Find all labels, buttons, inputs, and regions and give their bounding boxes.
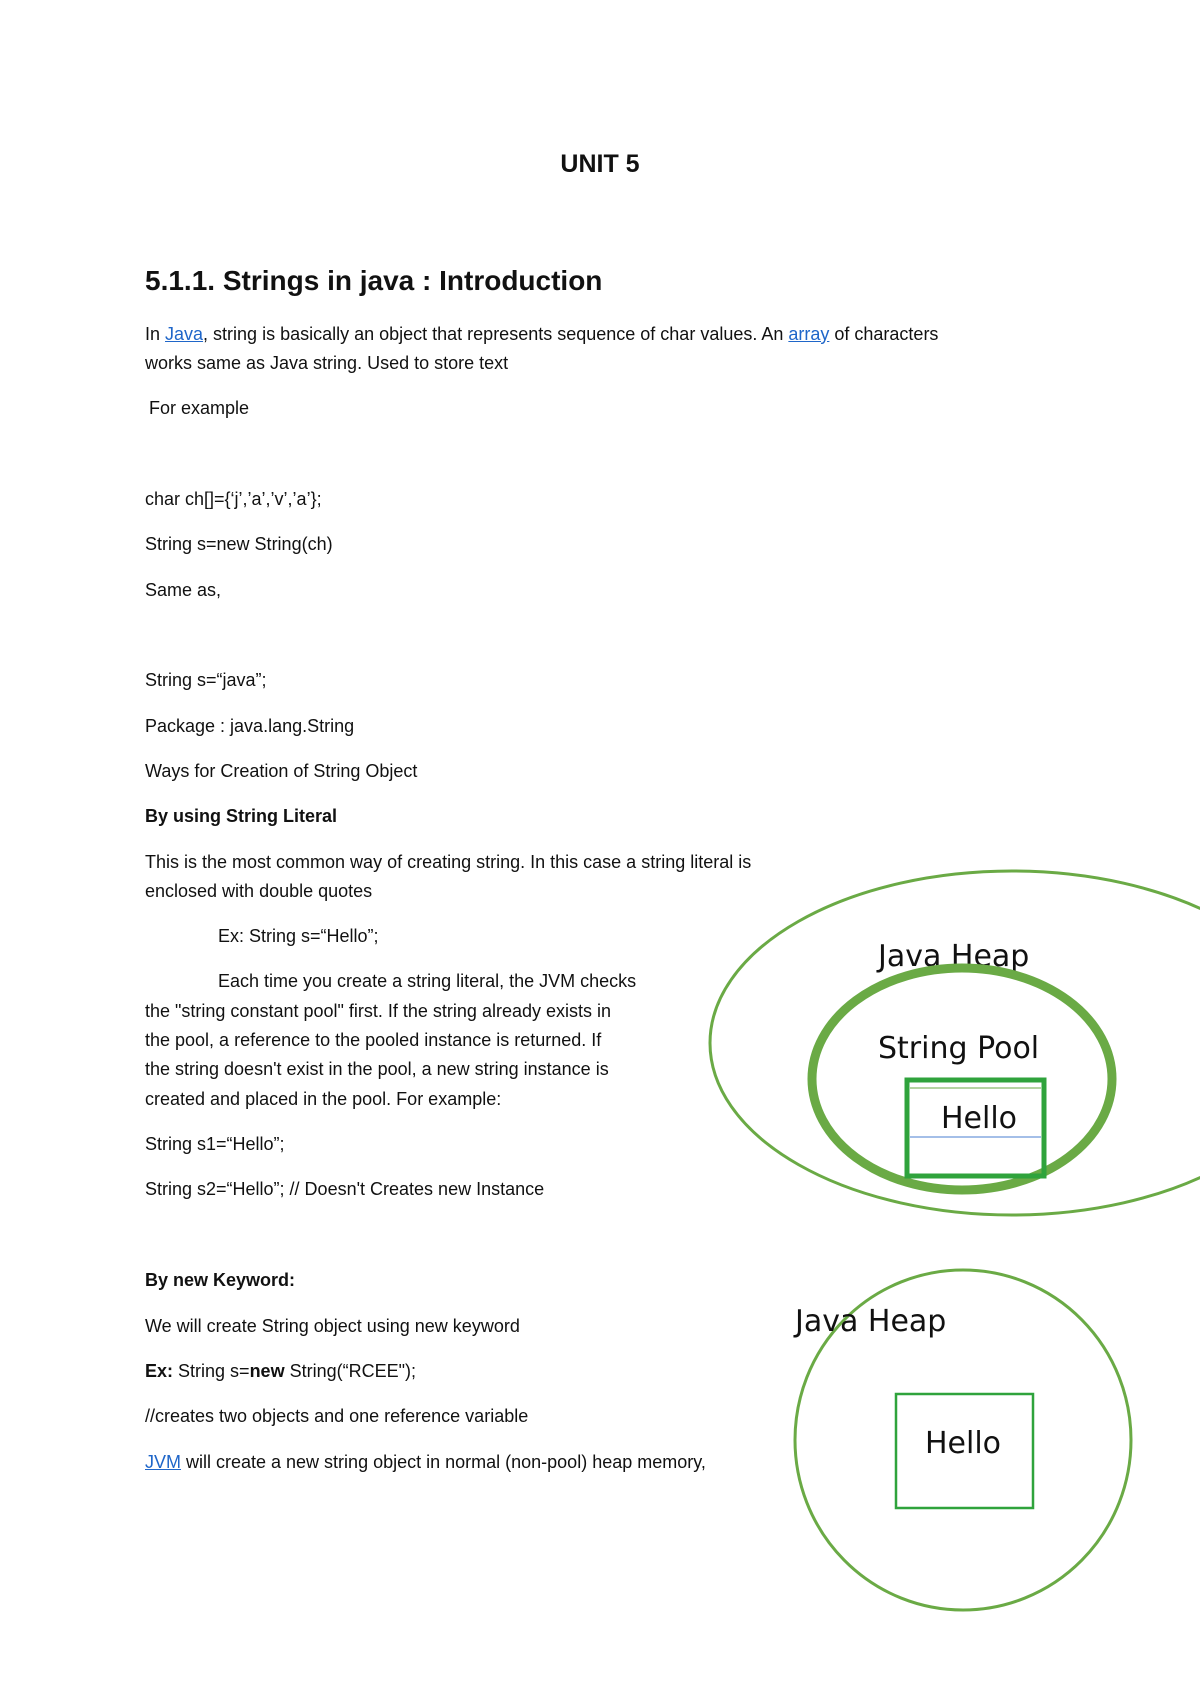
intro-text: In [145, 324, 166, 344]
same-as-text: Same as, [145, 580, 222, 600]
java-heap-label-2: Java Heap [795, 1304, 947, 1339]
java-heap-label: Java Heap [878, 939, 1030, 974]
intro-paragraph-line2: works same as Java string. Used to store text [145, 353, 509, 373]
page-title: UNIT 5 [560, 150, 640, 178]
hello-heap-label: Hello [925, 1426, 1002, 1461]
code-s2: String s2=“Hello”; // Doesn't Creates new Instance [145, 1179, 545, 1199]
example-code: String s= [173, 1361, 250, 1381]
literal-para-line5: created and placed in the pool. For example: [145, 1089, 502, 1109]
literal-para-line2: the "string constant pool" first. If the string already exists in [145, 1001, 611, 1021]
section-heading: 5.1.1. Strings in java : Introduction [145, 265, 603, 296]
example-code: String(“RCEE"); [284, 1361, 416, 1381]
array-link[interactable]: array [788, 324, 830, 344]
java-link[interactable]: Java [165, 324, 204, 344]
string-pool-label: String Pool [878, 1031, 1040, 1066]
ways-text: Ways for Creation of String Object [145, 761, 418, 781]
example-label: Ex: [145, 1361, 174, 1381]
hello-pool-label: Hello [941, 1101, 1018, 1136]
literal-example: Ex: String s=“Hello”; [218, 926, 379, 946]
new-keyword: new [249, 1361, 285, 1381]
literal-heading: By using String Literal [145, 806, 338, 826]
new-keyword-comment: //creates two objects and one reference variable [145, 1406, 529, 1426]
new-keyword-heading: By new Keyword: [145, 1270, 296, 1290]
package-text: Package : java.lang.String [145, 716, 355, 736]
jvm-text: will create a new string object in normal (non-pool) heap memory, [181, 1452, 706, 1472]
intro-text: , string is basically an object that represents sequence of char values. An [203, 324, 789, 344]
new-keyword-desc: We will create String object using new keyword [145, 1316, 520, 1336]
literal-para-line1: Each time you create a string literal, the JVM checks [218, 971, 637, 991]
literal-desc-line1: This is the most common way of creating string. In this case a string literal is [145, 852, 752, 872]
code-string-literal: String s=“java”; [145, 670, 267, 690]
code-new-string: String s=new String(ch) [145, 534, 333, 554]
literal-para-line4: the string doesn't exist in the pool, a new string instance is [145, 1059, 609, 1079]
code-char-array: char ch[]={‘j’,’a’,’v’,’a’}; [145, 489, 322, 509]
literal-para-line3: the pool, a reference to the pooled instance is returned. If [145, 1030, 602, 1050]
jvm-link[interactable]: JVM [145, 1452, 181, 1472]
code-s1: String s1=“Hello”; [145, 1134, 285, 1154]
literal-desc-line2: enclosed with double quotes [145, 881, 373, 901]
example-label: For example [149, 398, 250, 418]
intro-text: of characters [829, 324, 939, 344]
